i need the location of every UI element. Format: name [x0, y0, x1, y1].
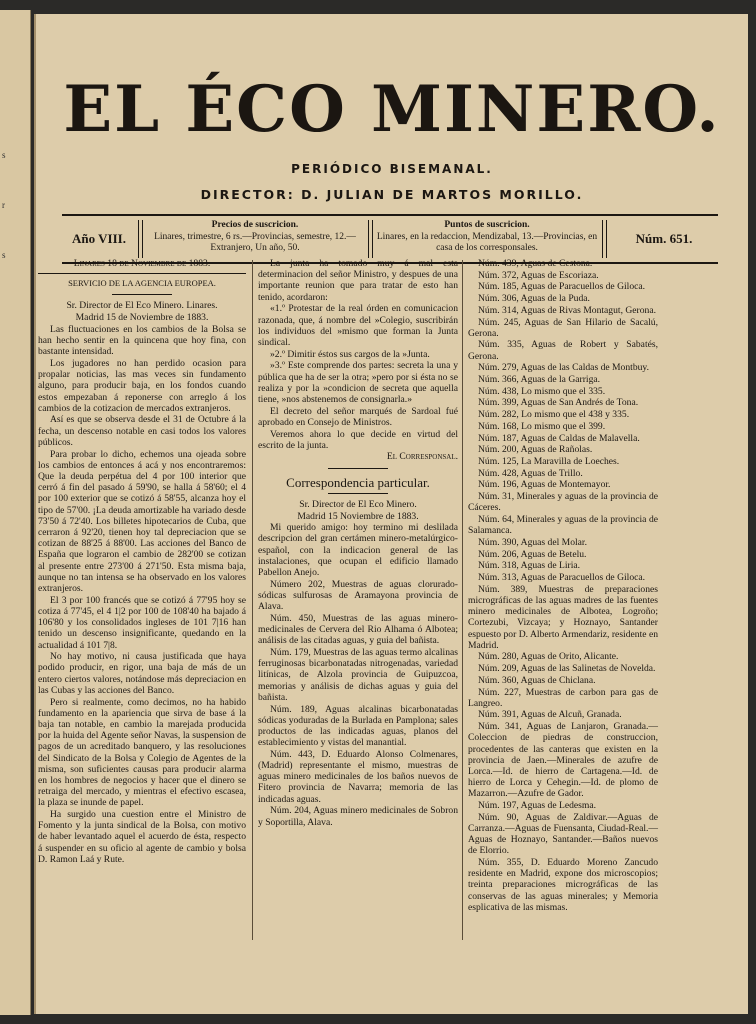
list-item: Núm. 64, Minerales y aguas de la provincia de Salamanca. [468, 513, 658, 537]
section-heading: SERVICIO DE LA AGENCIA EUROPEA. [68, 278, 216, 289]
paragraph: Los jugadores no han perdido ocasion para propalar noticias, las mas veces sin fundamento alguno, para producir baja, en los fondos cuando estos empezaban á reponerse con arreglo á los cambios de la cotizacion de mercados extranjeros. [38, 357, 246, 414]
points-block [376, 216, 598, 262]
list-item: Núm. 366, Aguas de la Garriga. [478, 374, 601, 386]
list-item: Núm. 306, Aguas de la Puda. [478, 293, 590, 305]
list-item: Núm. 341, Aguas de Lanjaron, Granada.—Coleccion de piedras de construccion, procedentes de las canteras que existen en la provincia de Jaen.—Minerales de azufre de Lorca.—Id. de hierro de Cartagena.—Id. de hierro de Lorca y Cehegin.—Id. de plomo de Mazarron.—Azufre de Gador. [468, 721, 658, 800]
list-item: Núm. 31, Minerales y aguas de la provincia de Cáceres. [468, 491, 658, 514]
list-item: Núm. 372, Aguas de Escoriaza. [478, 269, 599, 281]
paragraph: Núm. 204, Aguas minero medicinales de Sobron y Soportilla, Alava. [258, 805, 458, 828]
list-item: Núm. 314, Aguas de Rivas Montagut, Gerona. [478, 304, 656, 316]
list-item: Núm. 185, Aguas de Paracuellos de Giloca. [478, 281, 646, 293]
list-item: Núm. 391, Aguas de Alcuñ, Granada. [478, 709, 622, 721]
list-item: Núm. 280, Aguas de Orito, Alicante. [478, 651, 619, 663]
paragraph: Núm. 189, Aguas alcalinas bicarbonatadas sódicas yoduradas de la Burlada en Pamplona; sales productos de las indicadas aguas, planos del establecimiento y vistas del manantial. [258, 703, 458, 749]
paragraph: El 3 por 100 francés que se cotizó á 77'95 hoy se cotiza á 77'45, el 4 1|2 por 100 de 108'40 ha bajado á 106'80 y los consolidados ingleses de 101 7|16 han tenido un descenso insignificante, quedando en la actualidad á 101 7|8. [38, 594, 246, 651]
list-item: Núm. 90, Aguas de Zaldivar.—Aguas de Carranza.—Aguas de Fuensanta, Ciudad-Real.—Aguas de Hoznayo, Santander.—Baños nuevos de Elorrio. [468, 811, 658, 857]
masthead-title: EL ÉCO MINERO. [63, 72, 721, 147]
paragraph: Para probar lo dicho, echemos una ojeada sobre los cambios de entonces á acá y nos encontraremos: Que la deuda perpétua del 4 por 100 interior que cerró á fin del pasado á 59'90, se halla á 58'60; el 4 por 100 exterior que se cotizó á 58'55, alcanza hoy el tipo de 57'00. ¡La deuda amortizable ha variado desde 73'50 á 72'40. Los billetes hipotecarios de Cuba, que cerraron á 92'20, tienen hoy tal depreciacion que se cotizan de 88'25 á 88'00. Las acciones del Banco de España que lograron el cambio de 282'00 se cotizan al presente entre 273'00 á 271'50. Esta misma baja, aunque no tan intensa se ha observado en los valores extranjeros. [38, 448, 246, 594]
rule [38, 273, 246, 274]
prices-block [146, 216, 364, 262]
list-item: Núm. 438, Lo mismo que el 335. [478, 385, 606, 397]
list-item: Núm. 399, Aguas de San Andrés de Tona. [478, 397, 639, 409]
paragraph: El decreto del señor marqués de Sardoal fué aprobado en Consejo de Ministros. [258, 405, 458, 428]
points-text: Linares, en la redaccion, Mendizabal, 13.—Provincias, en casa de los corresponsales. [376, 232, 598, 253]
list-item: Núm. 428, Aguas de Trillo. [478, 467, 583, 479]
paragraph: Número 202, Muestras de aguas clorurado-sódicas sulfurosas de Aramayona provincia de Alava. [258, 578, 458, 613]
column-3 [468, 258, 658, 914]
rule [112, 294, 172, 295]
list-item: Núm. 187, Aguas de Caldas de Malavella. [478, 432, 640, 444]
list-item: Núm. 355, D. Eduardo Moreno Zancudo residente en Madrid, expone dos microscopios; treinta preparaciones micrográficas de las conservas de las aguas minerales; y Memoria esplicativa de las mismas. [468, 857, 658, 913]
list-item: Núm. 245, Aguas de San Hilario de Sacalú, Gerona. [468, 316, 658, 339]
rule [328, 493, 388, 494]
list-item: Núm. 390, Aguas del Molar. [478, 536, 587, 548]
previous-page-edge [0, 10, 31, 1015]
year-label: Año VIII. [72, 231, 126, 246]
list-item: Núm. 279, Aguas de las Caldas de Montbuy. [478, 362, 649, 374]
salutation: Sr. Director de El Eco Minero. Linares. [66, 300, 218, 312]
paragraph: »3.º Este comprende dos partes: secreta la una y pública que ha de ser la otra; »pero por si ésta no se realiza y por la »condicion de secreta que aquella tiene, »nos abstenemos de consignarla.» [258, 360, 458, 405]
list-item: Núm. 197, Aguas de Ledesma. [478, 800, 597, 812]
corr-salutation: Sr. Director de El Eco Minero. [299, 498, 417, 510]
director-line: DIRECTOR: D. JULIAN DE MARTOS MORILLO. [200, 187, 584, 202]
paragraph: La junta ha tomado muy á mal esta determinacion del señor Ministro, y despues de una importante reunion que para tratar de esto han tenido, acordaron: [258, 258, 458, 303]
column-1 [38, 258, 246, 866]
list-item: Núm. 360, Aguas de Chiclana. [478, 674, 596, 686]
list-item: Núm. 282, Lo mismo que el 438 y 335. [478, 409, 630, 421]
paragraph: Núm. 443, D. Eduardo Alonso Colmenares, (Madrid) representante el mismo, muestras de aguas minero medicinales de los baños nuevos de Fitero provincia de Navarra; memoria de las indicadas aguas. [258, 748, 458, 805]
points-title: Puntos de suscricion. [444, 220, 530, 230]
column-rule [252, 260, 253, 940]
paragraph: Núm. 179, Muestras de las aguas termo alcalinas ferruginosas bicarbonatadas nitrogenadas, variedad litínicas, de Alzola provincia de Guipuzcoa, memorias y análisis de dichas aguas y guia del bañista. [258, 647, 458, 703]
dateline: Linares 18 de Noviembre de 1883. [73, 258, 211, 269]
divider [368, 220, 373, 258]
list-item: Núm. 227, Muestras de carbon para gas de Langreo. [468, 686, 658, 709]
list-item: Núm. 206, Aguas de Betelu. [478, 548, 587, 560]
list-item: Núm. 313, Aguas de Paracuellos de Giloca. [478, 571, 646, 583]
paragraph: Las fluctuaciones en los cambios de la Bolsa se han hecho sentir en la quincena que hoy fina, con bastante intensidad. [38, 323, 246, 358]
list-item: Núm. 335, Aguas de Robert y Sabatés, Gerona. [468, 339, 658, 362]
column-2 [258, 258, 458, 828]
list-item: Núm. 318, Aguas de Liria. [478, 560, 581, 572]
divider [602, 220, 607, 258]
subscription-bar [62, 214, 718, 264]
paragraph: Núm. 450, Muestras de las aguas minero-medicinales de Cervera del Rio Alhama ó Albotea; análisis de las citadas aguas, y guia del bañista. [258, 612, 458, 647]
list-item: Núm. 439, Aguas de Cestona. [478, 258, 593, 269]
list-item: Núm. 196, Aguas de Montemayor. [478, 479, 611, 491]
column-rule [462, 260, 463, 940]
divider [138, 220, 143, 258]
page-edge-mark: s [2, 150, 6, 160]
subtitle: PERIÓDICO BISEMANAL. [291, 162, 493, 176]
prices-text: Linares, trimestre, 6 rs.—Provincias, semestre, 12.—Extranjero, Un año, 50. [154, 232, 356, 253]
list-item: Núm. 125, La Maravilla de Loeches. [478, 455, 620, 467]
paragraph: Pero si realmente, como decimos, no ha habido fundamento en la apariencia que sirva de base á la baja tan notable, en cambio la marejada producida por la huida del Agente señor Navas, la suspension de pagos de un acreditado banquero, y las resoluciones del Sindicato de la Bolsa y Colegio de Agentes de la misma, son suficientes causas para producir alarma en los hombres de negocios y hacer que el dinero se retraiga del mercado, y mientras el efectivo escasea, la plaza se inunde de papel. [38, 696, 246, 809]
page-edge-mark: r [2, 200, 5, 210]
page-edge-mark: s [2, 250, 6, 260]
signature: El Corresponsal. [386, 451, 458, 463]
corr-date: Madrid 15 Noviembre de 1883. [297, 510, 419, 522]
paragraph: Ha surgido una cuestion entre el Ministro de Fomento y la junta sindical de la Bolsa, con motivo de haber levantado aquel el acuerdo de ésta, respecto á suspender en su oficio al agente de cambio y bolsa D. Ramon Laá y Rute. [38, 809, 246, 865]
paragraph: No hay motivo, ni causa justificada que haya podido producir, en rigor, una baja de más de un entero ciertos valores, notándose más depreciacion en las Cubas y las acciones del Banco. [38, 651, 246, 696]
letter-date: Madrid 15 de Noviembre de 1883. [75, 312, 209, 324]
list-item: Núm. 389, Muestras de preparaciones micrográficas de las aguas madres de las fuentes minero medicinales de Albotea, Logroño; Cortezubi, Vizcaya; y Hoznayo, Santander espuesto por D. Alberto Armendariz, residente en Madrid. [468, 583, 658, 651]
paragraph: »2.º Dimitir éstos sus cargos de la »Junta. [270, 348, 430, 360]
paragraph: Veremos ahora lo que decide en virtud del escrito de la junta. [258, 428, 458, 451]
prices-title: Precios de suscricion. [211, 220, 299, 230]
rule [328, 468, 388, 469]
paragraph: Así es que se observa desde el 31 de Octubre á la fecha, un descenso notable en casi todos los valores públicos. [38, 414, 246, 448]
correspondence-heading: Correspondencia particular. [286, 474, 430, 490]
issue-number: Núm. 651. [635, 231, 693, 246]
list-item: Núm. 209, Aguas de las Salinetas de Novelda. [478, 663, 656, 675]
paragraph: «1.º Protestar de la real órden en comunicacion razonada, que, á nombre del »Colegio, suscribirán los individuos del »mismo que forman la Junta sindical. [258, 303, 458, 348]
list-item: Núm. 168, Lo mismo que el 399. [478, 420, 606, 432]
paragraph: Mi querido amigo: hoy termino mi deslilada descripcion del gran certámen minero-metalúrgico-español, con la indicacion general de las instalaciones, que ocupan el edificio llamado Pabellon Anejo. [258, 522, 458, 579]
list-item: Núm. 200, Aguas de Rañolas. [478, 444, 593, 456]
